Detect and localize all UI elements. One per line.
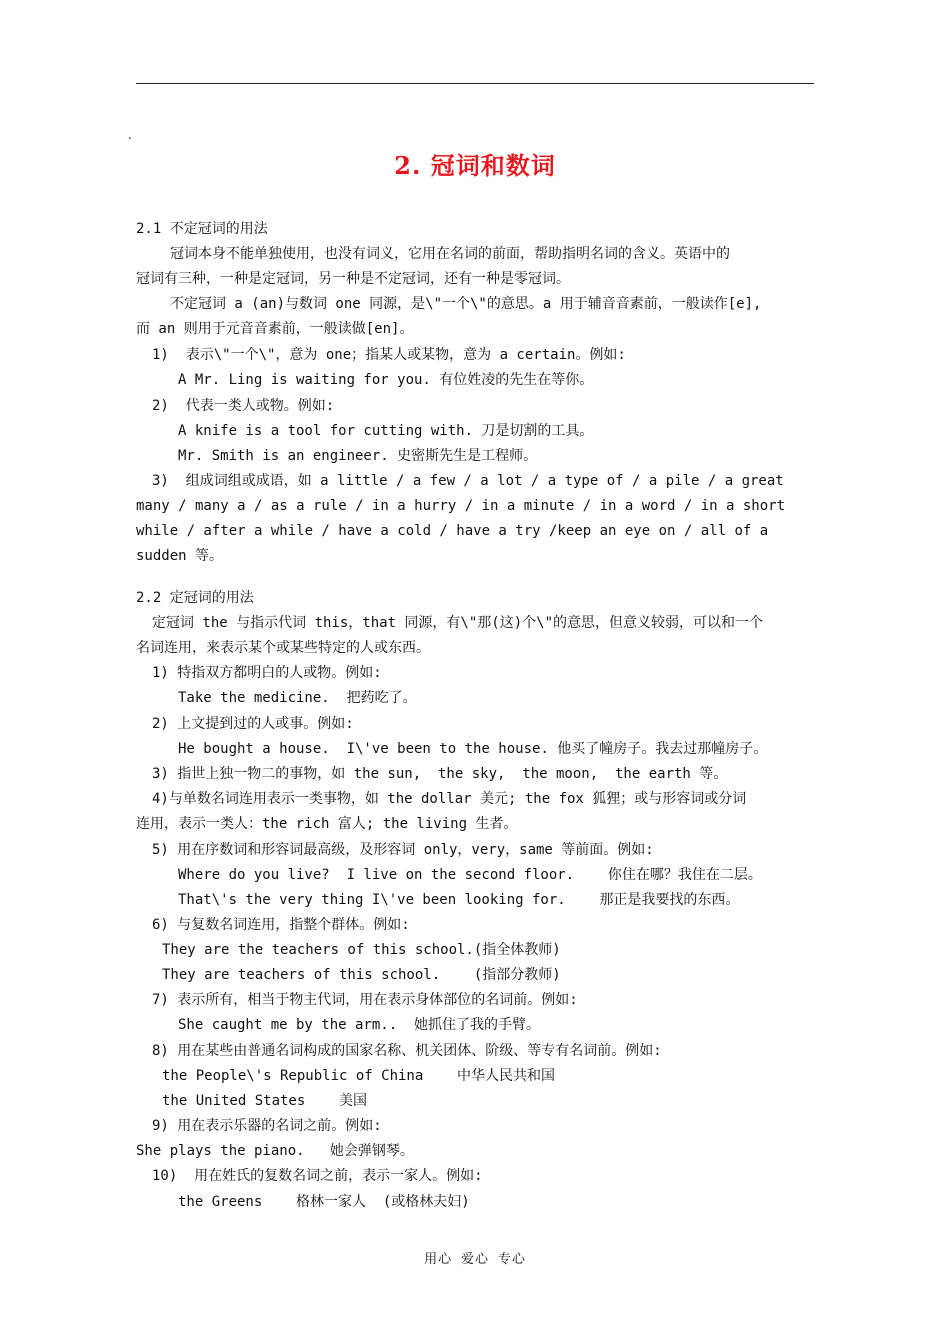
- list-item-continued: 连用，表示一类人：the rich 富人; the living 生者。: [136, 816, 518, 832]
- list-item: 6) 与复数名词连用，指整个群体。例如:: [152, 917, 410, 933]
- paragraph-line: 名词连用，来表示某个或某些特定的人或东西。: [136, 640, 430, 656]
- example-line: A Mr. Ling is waiting for you. 有位姓凌的先生在等你。: [178, 372, 594, 388]
- example-line: Where do you live? I live on the second floor. 你住在哪？我住在二层。: [178, 867, 762, 883]
- list-item: 3) 指世上独一物二的事物，如 the sun, the sky, the moon, the earth 等。: [152, 766, 728, 782]
- example-line: She plays the piano. 她会弹钢琴。: [136, 1143, 414, 1159]
- example-line: Take the medicine. 把药吃了。: [178, 690, 417, 706]
- list-item-continued: many / many a / as a rule / in a hurry / in a minute / in a word / in a short: [136, 498, 786, 514]
- example-line: That\'s the very thing I\'ve been looking for. 那正是我要找的东西。: [178, 892, 740, 908]
- example-line: He bought a house. I\'ve been to the house. 他买了幢房子。我去过那幢房子。: [178, 741, 768, 757]
- stray-dot: .: [128, 128, 132, 142]
- list-item: 8) 用在某些由普通名词构成的国家名称、机关团体、阶级、等专有名词前。例如:: [152, 1043, 662, 1059]
- list-item: 1) 表示\"一个\"，意为 one；指某人或某物，意为 a certain。例如:: [152, 347, 626, 363]
- example-line: the United States 美国: [162, 1093, 368, 1109]
- section-heading-2-1: 2.1 不定冠词的用法: [136, 221, 268, 237]
- paragraph-line: 冠词有三种，一种是定冠词，另一种是不定冠词，还有一种是零冠词。: [136, 271, 570, 287]
- list-item-continued: sudden 等。: [136, 548, 224, 564]
- list-item: 4)与单数名词连用表示一类事物，如 the dollar 美元; the fox 狐狸；或与形容词或分词: [152, 791, 747, 807]
- example-line: She caught me by the arm.. 她抓住了我的手臂。: [178, 1017, 541, 1033]
- list-item-continued: while / after a while / have a cold / have a try /keep an eye on / all of a: [136, 523, 769, 539]
- section-heading-2-2: 2.2 定冠词的用法: [136, 590, 254, 606]
- example-line: the Greens 格林一家人 (或格林夫妇): [178, 1194, 470, 1210]
- list-item: 1) 特指双方都明白的人或物。例如:: [152, 665, 382, 681]
- page-footer: 用心 爱心 专心: [424, 1252, 526, 1267]
- list-item: 2) 上文提到过的人或事。例如:: [152, 716, 354, 732]
- example-line: A knife is a tool for cutting with. 刀是切割的工具。: [178, 423, 594, 439]
- list-item: 9) 用在表示乐器的名词之前。例如:: [152, 1118, 382, 1134]
- list-item: 7) 表示所有，相当于物主代词，用在表示身体部位的名词前。例如:: [152, 992, 578, 1008]
- header-rule: [136, 83, 814, 84]
- paragraph-line: 而 an 则用于元音音素前，一般读做[en]。: [136, 321, 414, 337]
- example-line: They are teachers of this school. (指部分教师): [162, 967, 561, 983]
- paragraph-line: 不定冠词 a (an)与数词 one 同源，是\"一个\"的意思。a 用于辅音音素前，一般读作[e],: [170, 296, 762, 312]
- paragraph-line: 冠词本身不能单独使用，也没有词义，它用在名词的前面，帮助指明名词的含义。英语中的: [170, 246, 730, 262]
- paragraph-line: 定冠词 the 与指示代词 this，that 同源，有\"那(这)个\"的意思，但意义较弱，可以和一个: [152, 615, 764, 631]
- example-line: They are the teachers of this school.(指全体教师): [162, 942, 561, 958]
- list-item: 2) 代表一类人或物。例如:: [152, 398, 335, 414]
- list-item: 10) 用在姓氏的复数名词之前，表示一家人。例如:: [152, 1168, 483, 1184]
- example-line: the People\'s Republic of China 中华人民共和国: [162, 1068, 556, 1084]
- list-item: 3) 组成词组或成语，如 a little / a few / a lot / a type of / a pile / a great: [152, 473, 784, 489]
- example-line: Mr. Smith is an engineer. 史密斯先生是工程师。: [178, 448, 538, 464]
- list-item: 5) 用在序数词和形容词最高级，及形容词 only，very，same 等前面。例如:: [152, 842, 654, 858]
- page-title: 2. 冠词和数词: [394, 151, 556, 180]
